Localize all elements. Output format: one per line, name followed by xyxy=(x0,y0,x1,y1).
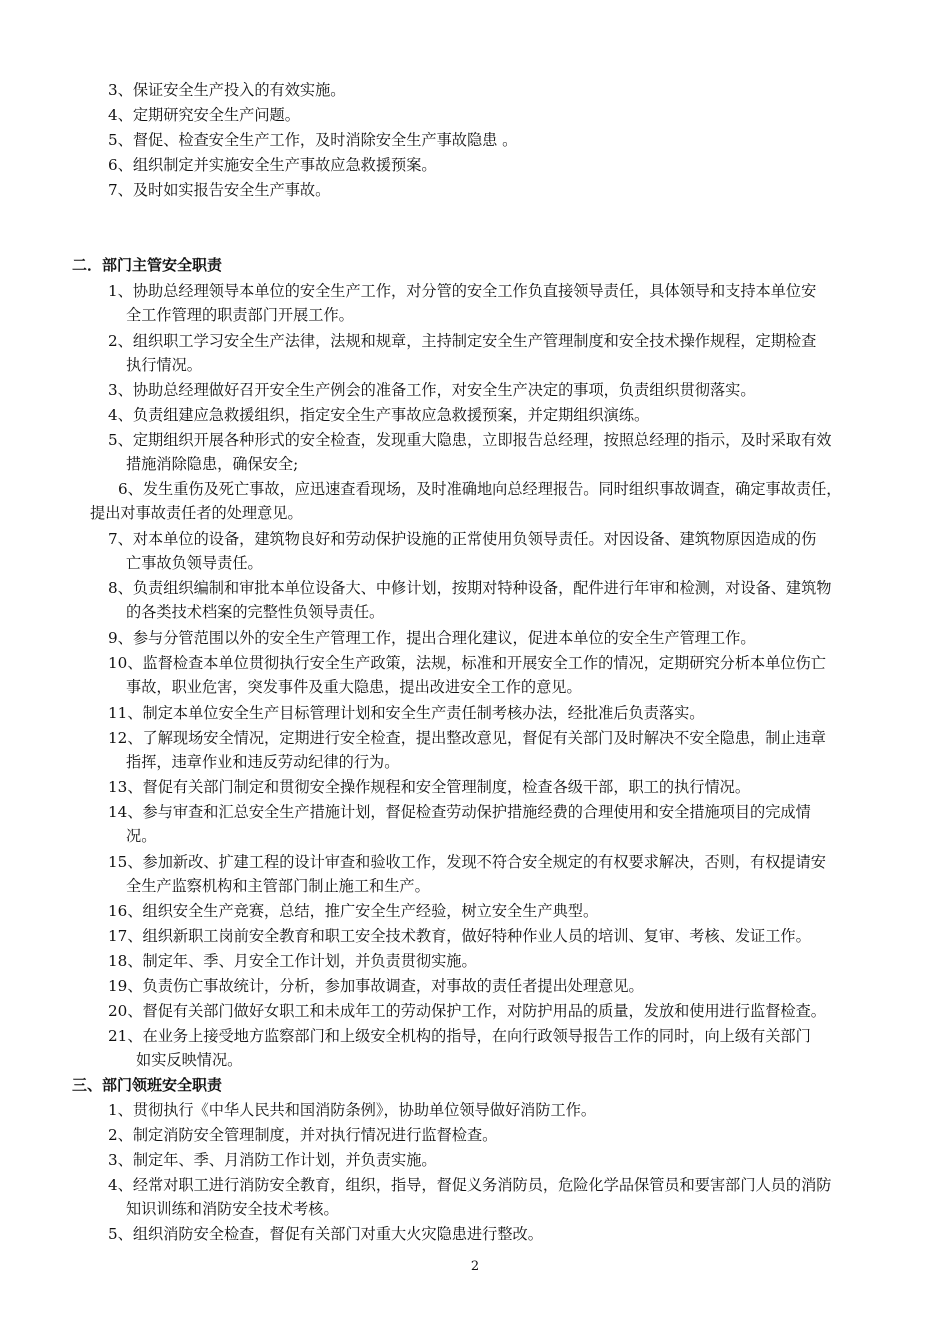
section2-line: 18、制定年、季、月安全工作计划，并负责贯彻实施。 xyxy=(108,952,477,970)
section3-line: 知识训练和消防安全技术考核。 xyxy=(126,1200,339,1218)
section2-line: 14、参与审查和汇总安全生产措施计划，督促检查劳动保护措施经费的合理使用和安全措施项目的完成情 xyxy=(108,803,811,821)
section3-line: 4、经常对职工进行消防安全教育，组织，指导，督促义务消防员，危险化学品保管员和要害部门人员的消防 xyxy=(108,1176,832,1194)
section2-line: 4、负责组建应急救援组织，指定安全生产事故应急救援预案，并定期组织演练。 xyxy=(108,406,650,424)
section1-item: 5、督促、检查安全生产工作，及时消除安全生产事故隐患 。 xyxy=(108,131,518,149)
section2-line: 16、组织安全生产竞赛，总结，推广安全生产经验，树立安全生产典型。 xyxy=(108,902,599,920)
section2-line: 6、发生重伤及死亡事故，应迅速查看现场，及时准确地向总经理报告。同时组织事故调查，确定事故责任， xyxy=(118,480,842,498)
section2-line: 全生产监察机构和主管部门制止施工和生产。 xyxy=(126,877,430,895)
section2-line: 提出对事故责任者的处理意见。 xyxy=(90,504,303,522)
section2-line: 执行情况。 xyxy=(126,356,202,374)
section2-line: 况。 xyxy=(126,827,157,845)
section2-line: 如实反映情况。 xyxy=(136,1051,243,1069)
section2-line: 7、对本单位的设备，建筑物良好和劳动保护设施的正常使用负领导责任。对因设备、建筑物原因造成的伤 xyxy=(108,530,817,548)
section1-item: 7、及时如实报告安全生产事故。 xyxy=(108,181,331,199)
section3-line: 5、组织消防安全检查，督促有关部门对重大火灾隐患进行整改。 xyxy=(108,1225,543,1243)
section2-line: 11、制定本单位安全生产目标管理计划和安全生产责任制考核办法，经批准后负责落实。 xyxy=(108,704,705,722)
section3-line: 3、制定年、季、月消防工作计划，并负责实施。 xyxy=(108,1151,437,1169)
section1-item: 3、保证安全生产投入的有效实施。 xyxy=(108,81,346,99)
section2-heading: 二．部门主管安全职责 xyxy=(72,256,223,274)
section2-line: 10、监督检查本单位贯彻执行安全生产政策，法规，标准和开展安全工作的情况，定期研究分析本单位伤亡 xyxy=(108,654,826,672)
section2-line: 20、督促有关部门做好女职工和未成年工的劳动保护工作，对防护用品的质量，发放和使用进行监督检查。 xyxy=(108,1002,826,1020)
section2-line: 的各类技术档案的完整性负领导责任。 xyxy=(126,603,385,621)
section2-line: 5、定期组织开展各种形式的安全检查，发现重大隐患，立即报告总经理，按照总经理的指示，及时采取有效 xyxy=(108,431,832,449)
section3-line: 1、贯彻执行《中华人民共和国消防条例》，协助单位领导做好消防工作。 xyxy=(108,1101,597,1119)
section2-line: 全工作管理的职责部门开展工作。 xyxy=(126,306,354,324)
section2-line: 指挥，违章作业和违反劳动纪律的行为。 xyxy=(126,753,400,771)
section2-line: 17、组织新职工岗前安全教育和职工安全技术教育，做好特种作业人员的培训、复审、考核、发证工作。 xyxy=(108,927,811,945)
section2-line: 12、了解现场安全情况，定期进行安全检查，提出整改意见，督促有关部门及时解决不安全隐患，制止违章 xyxy=(108,729,826,747)
page-number: 2 xyxy=(470,1259,480,1274)
section2-line: 8、负责组织编制和审批本单位设备大、中修计划，按期对特种设备，配件进行年审和检测，对设备、建筑物 xyxy=(108,579,832,597)
section2-line: 21、在业务上接受地方监察部门和上级安全机构的指导，在向行政领导报告工作的同时，向上级有关部门 xyxy=(108,1027,811,1045)
section2-line: 事故，职业危害，突发事件及重大隐患，提出改进安全工作的意见。 xyxy=(126,678,582,696)
section2-line: 1、协助总经理领导本单位的安全生产工作，对分管的安全工作负直接领导责任，具体领导和支持本单位安 xyxy=(108,282,817,300)
section2-line: 15、参加新改、扩建工程的设计审查和验收工作，发现不符合安全规定的有权要求解决，否则，有权提请安 xyxy=(108,853,826,871)
section2-line: 措施消除隐患，确保安全; xyxy=(126,455,299,473)
section2-line: 13、督促有关部门制定和贯彻安全操作规程和安全管理制度，检查各级干部，职工的执行情况。 xyxy=(108,778,751,796)
section2-line: 3、协助总经理做好召开安全生产例会的准备工作，对安全生产决定的事项，负责组织贯彻落实。 xyxy=(108,381,756,399)
section2-line: 2、组织职工学习安全生产法律，法规和规章，主持制定安全生产管理制度和安全技术操作规程，定期检查 xyxy=(108,332,817,350)
section2-line: 9、参与分管范围以外的安全生产管理工作，提出合理化建议，促进本单位的安全生产管理工作。 xyxy=(108,629,756,647)
section1-item: 4、定期研究安全生产问题。 xyxy=(108,106,300,124)
section1-item: 6、组织制定并实施安全生产事故应急救援预案。 xyxy=(108,156,437,174)
section2-line: 19、负责伤亡事故统计，分析，参加事故调查，对事故的责任者提出处理意见。 xyxy=(108,977,644,995)
section3-line: 2、制定消防安全管理制度，并对执行情况进行监督检查。 xyxy=(108,1126,498,1144)
section3-heading: 三、部门领班安全职责 xyxy=(72,1076,223,1094)
section2-line: 亡事故负领导责任。 xyxy=(126,554,263,572)
